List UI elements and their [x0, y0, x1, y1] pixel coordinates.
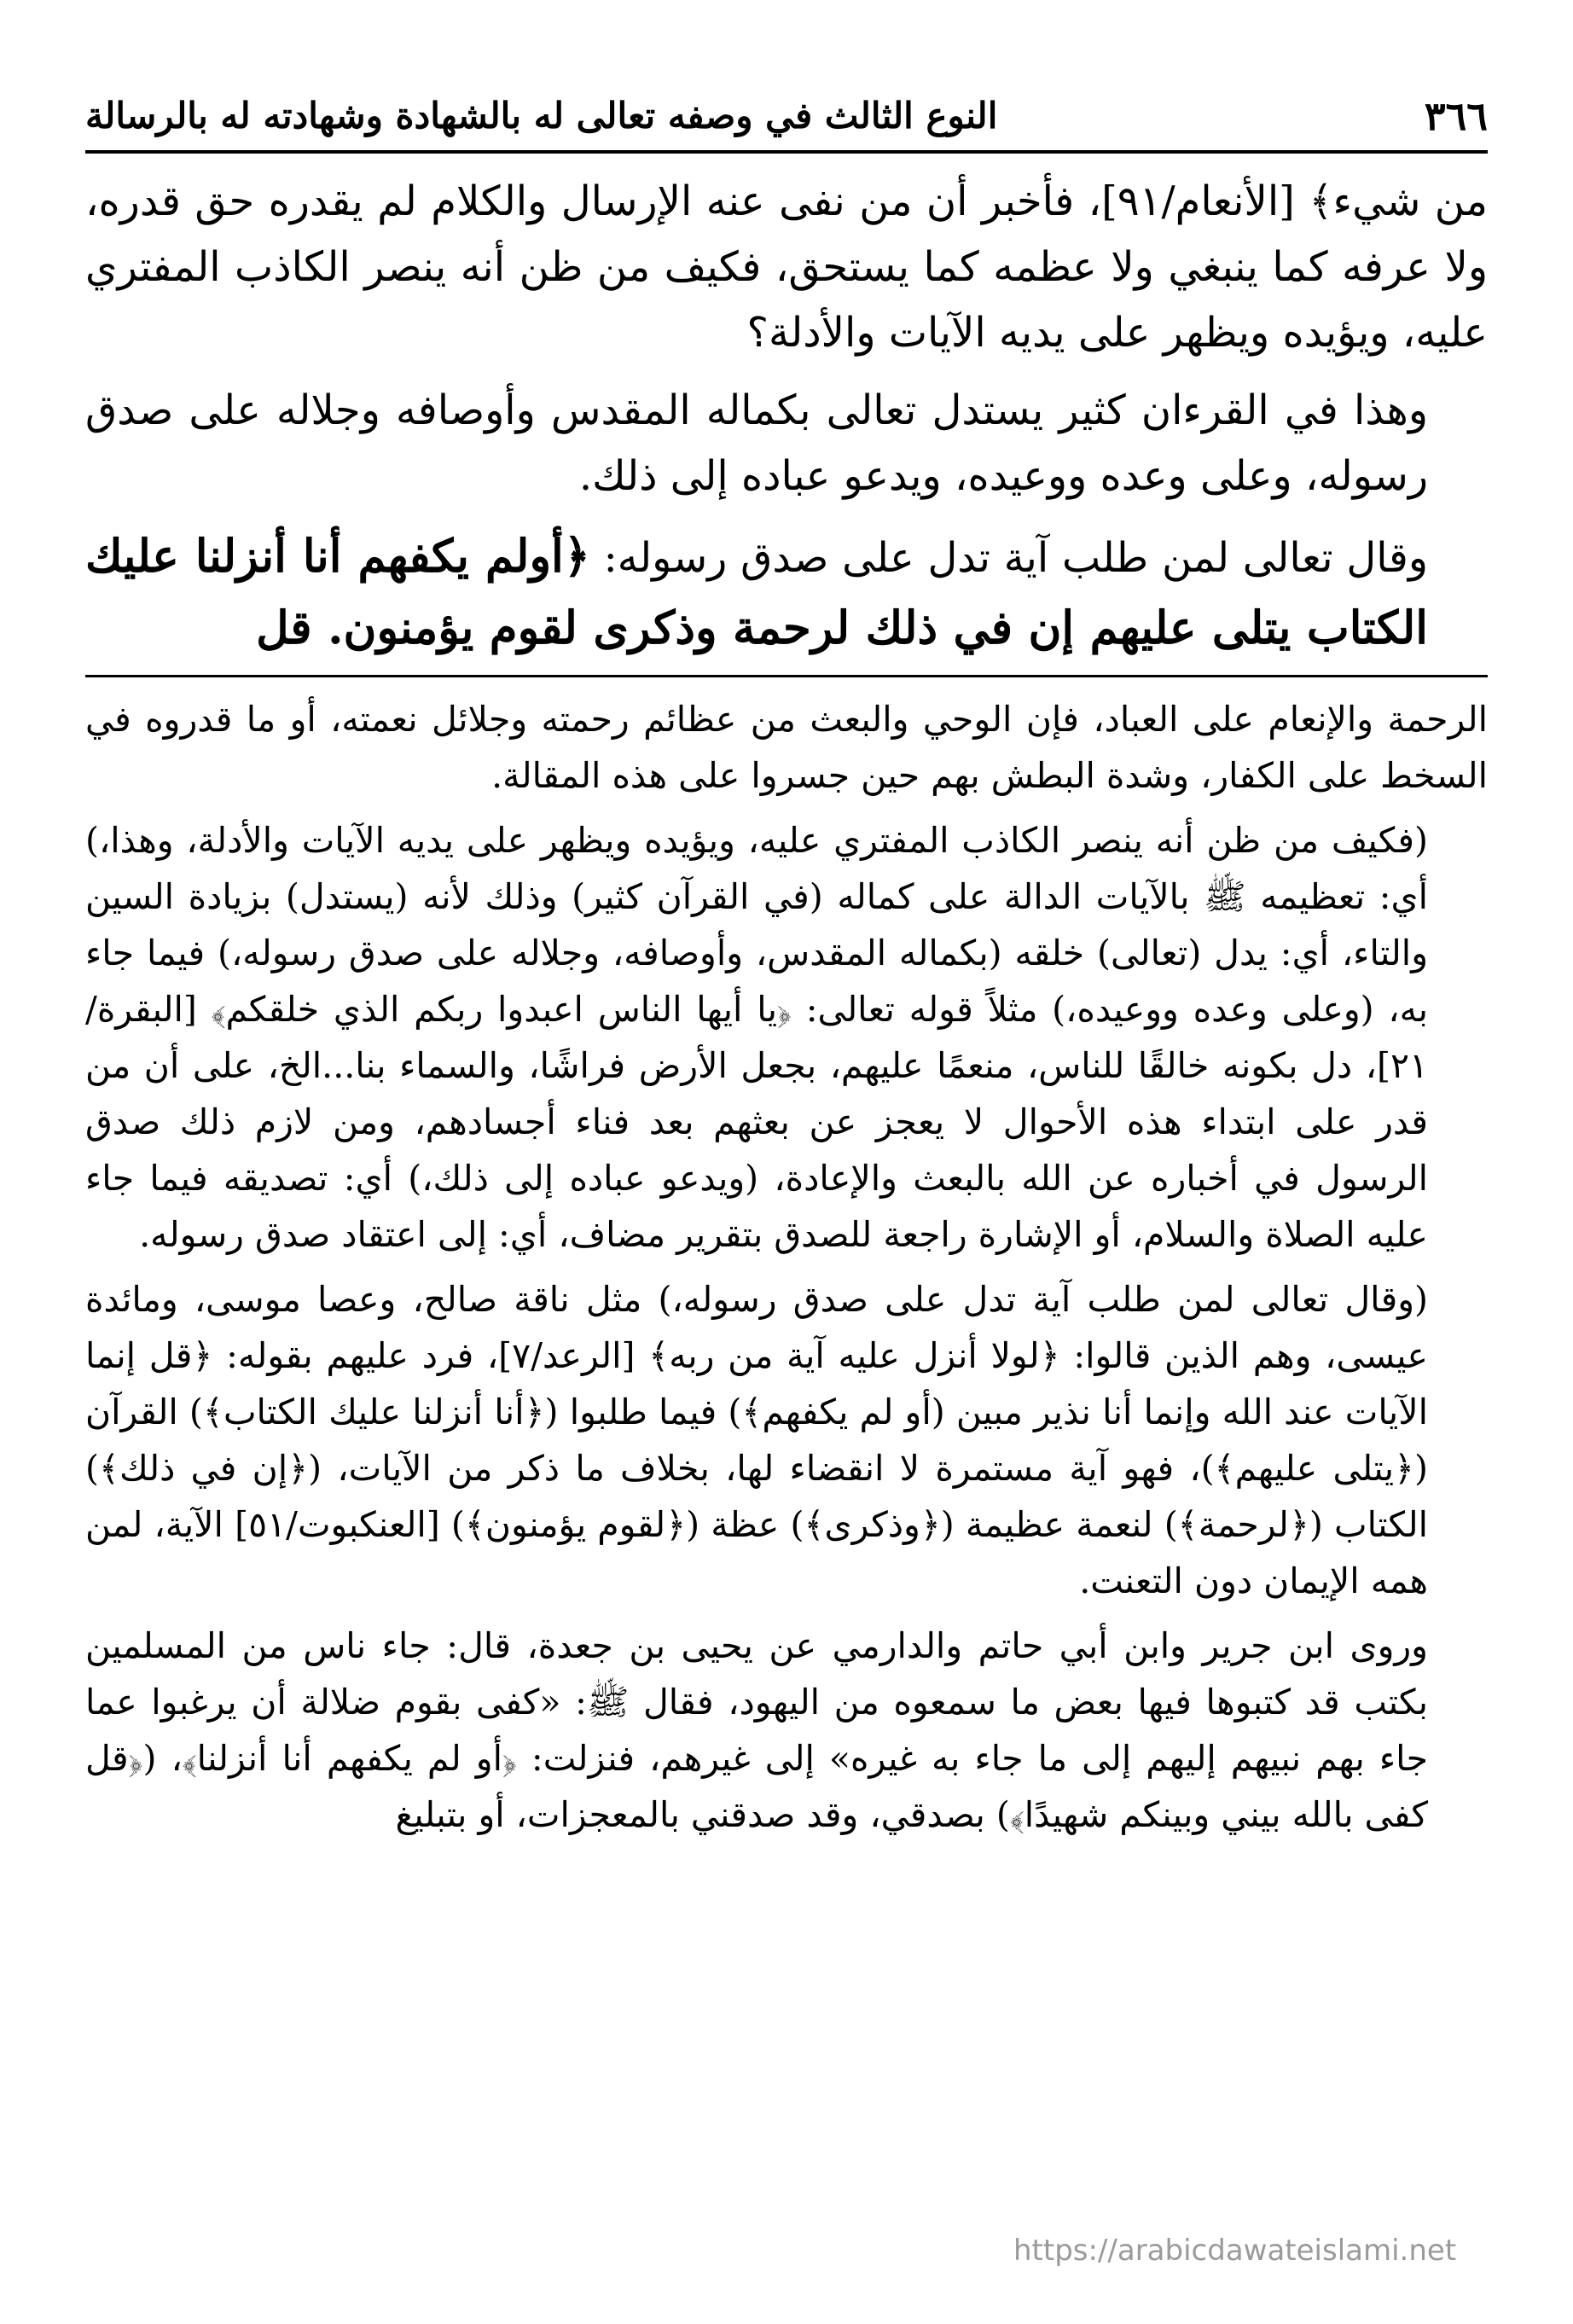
page-header — [85, 82, 1488, 142]
main-paragraph-3-lead: وقال تعالى لمن طلب آية تدل على صدق رسوله: — [589, 534, 1428, 582]
header-rule — [85, 150, 1488, 154]
quran-quote: ﴿أولم يكفهم أنا أنزلنا عليك الكتاب يتلى عليهم إن في ذلك لرحمة وذكرى لقوم يؤمنون. قل — [85, 530, 1428, 654]
commentary-rule — [85, 675, 1488, 677]
commentary-paragraph-4: وروى ابن جرير وابن أبي حاتم والدارمي عن يحيى بن جعدة، قال: جاء ناس من المسلمين بكتب قد كتبوها فيها بعض ما سمعوه من اليهود، فقال ﷺ: «كفى بقوم ضلالة أن يرغبوا عما جاء بهم نبيهم إليهم إلى ما جاء به غيره» إلى غيرهم، فنزلت: ﴿أو لم يكفهم أنا أنزلنا﴾، (﴿قل كفى بالله بيني وبينكم شهيدًا﴾) بصدقي، وقد صدقني بالمعجزات، أو بتبليغ — [85, 1625, 1428, 1835]
running-title: النوع الثالث في وصفه تعالى له بالشهادة وشهادته له بالرسالة — [85, 95, 998, 137]
page-number: ٣٦٦ — [1424, 93, 1488, 139]
commentary-paragraph-3: (وقال تعالى لمن طلب آية تدل على صدق رسوله،) مثل ناقة صالح، وعصا موسى، ومائدة عيسى، وهم الذين قالوا: ﴿لولا أنزل عليه آية من ربه﴾ [الرعد/٧]، فرد عليهم بقوله: ﴿قل إنما الآيات عند الله وإنما أنا نذير مبين (أو لم يكفهم﴾) فيما طلبوا (﴿أنا أنزلنا عليك الكتاب﴾) القرآن (﴿يتلى عليهم﴾)، فهو آية مستمرة لا انقضاء لها، بخلاف ما ذكر من الآيات، (﴿إن في ذلك﴾) الكتاب (﴿لرحمة﴾) لنعمة عظيمة (﴿وذكرى﴾) عظة (﴿لقوم يؤمنون﴾) [العنكبوت/٥١] الآية، لمن همه الإيمان دون التعنت. — [85, 1279, 1428, 1601]
main-text — [85, 169, 1488, 663]
watermark-url: https://arabicdawateislami.net — [1013, 2234, 1457, 2268]
commentary-paragraph-1: الرحمة والإنعام على العباد، فإن الوحي والبعث من عظائم رحمته وجلائل نعمته، أو ما قدروه في السخط على الكفار، وشدة البطش بهم حين جسروا على هذه المقالة. — [85, 699, 1488, 796]
commentary — [85, 691, 1488, 1843]
main-paragraph-3 — [85, 521, 1488, 663]
commentary-paragraph-2: (فكيف من ظن أنه ينصر الكاذب المفتري عليه، ويؤيده ويظهر على يديه الآيات والأدلة، وهذا،) أي: تعظيمه ﷺ بالآيات الدالة على كماله (في القرآن كثير) وذلك لأنه (يستدل) بزيادة السين والتاء، أي: يدل (تعالى) خلقه (بكماله المقدس، وأوصافه، وجلاله على صدق رسوله،) فيما جاء به، (وعلى وعده ووعيده،) مثلاً قوله تعالى: ﴿يا أيها الناس اعبدوا ربكم الذي خلقكم﴾ [البقرة/٢١]، دل بكونه خالقًا للناس، منعمًا عليهم، بجعل الأرض فراشًا، والسماء بنا...الخ، على أن من قدر على ابتداء هذه الأحوال لا يعجز عن بعثهم بعد فناء أجسادهم، ومن لازم ذلك صدق الرسول في أخباره عن الله بالبعث والإعادة، (ويدعو عباده إلى ذلك،) أي: تصديقه فيما جاء عليه الصلاة والسلام، أو الإشارة راجعة للصدق بتقرير مضاف، أي: إلى اعتقاد صدق رسوله. — [85, 820, 1428, 1255]
main-paragraph-2: وهذا في القرءان كثير يستدل تعالى بكماله المقدس وأوصافه وجلاله على صدق رسوله، وعلى وعده ووعيده، ويدعو عباده إلى ذلك. — [85, 386, 1429, 500]
main-paragraph-1: من شيء﴾ [الأنعام/٩١]، فأخبر أن من نفى عنه الإرسال والكلام لم يقدره حق قدره، ولا عرفه كما ينبغي ولا عظمه كما يستحق، فكيف من ظن أنه ينصر الكاذب المفتري عليه، ويؤيده ويظهر على يديه الآيات والأدلة؟ — [85, 177, 1489, 357]
